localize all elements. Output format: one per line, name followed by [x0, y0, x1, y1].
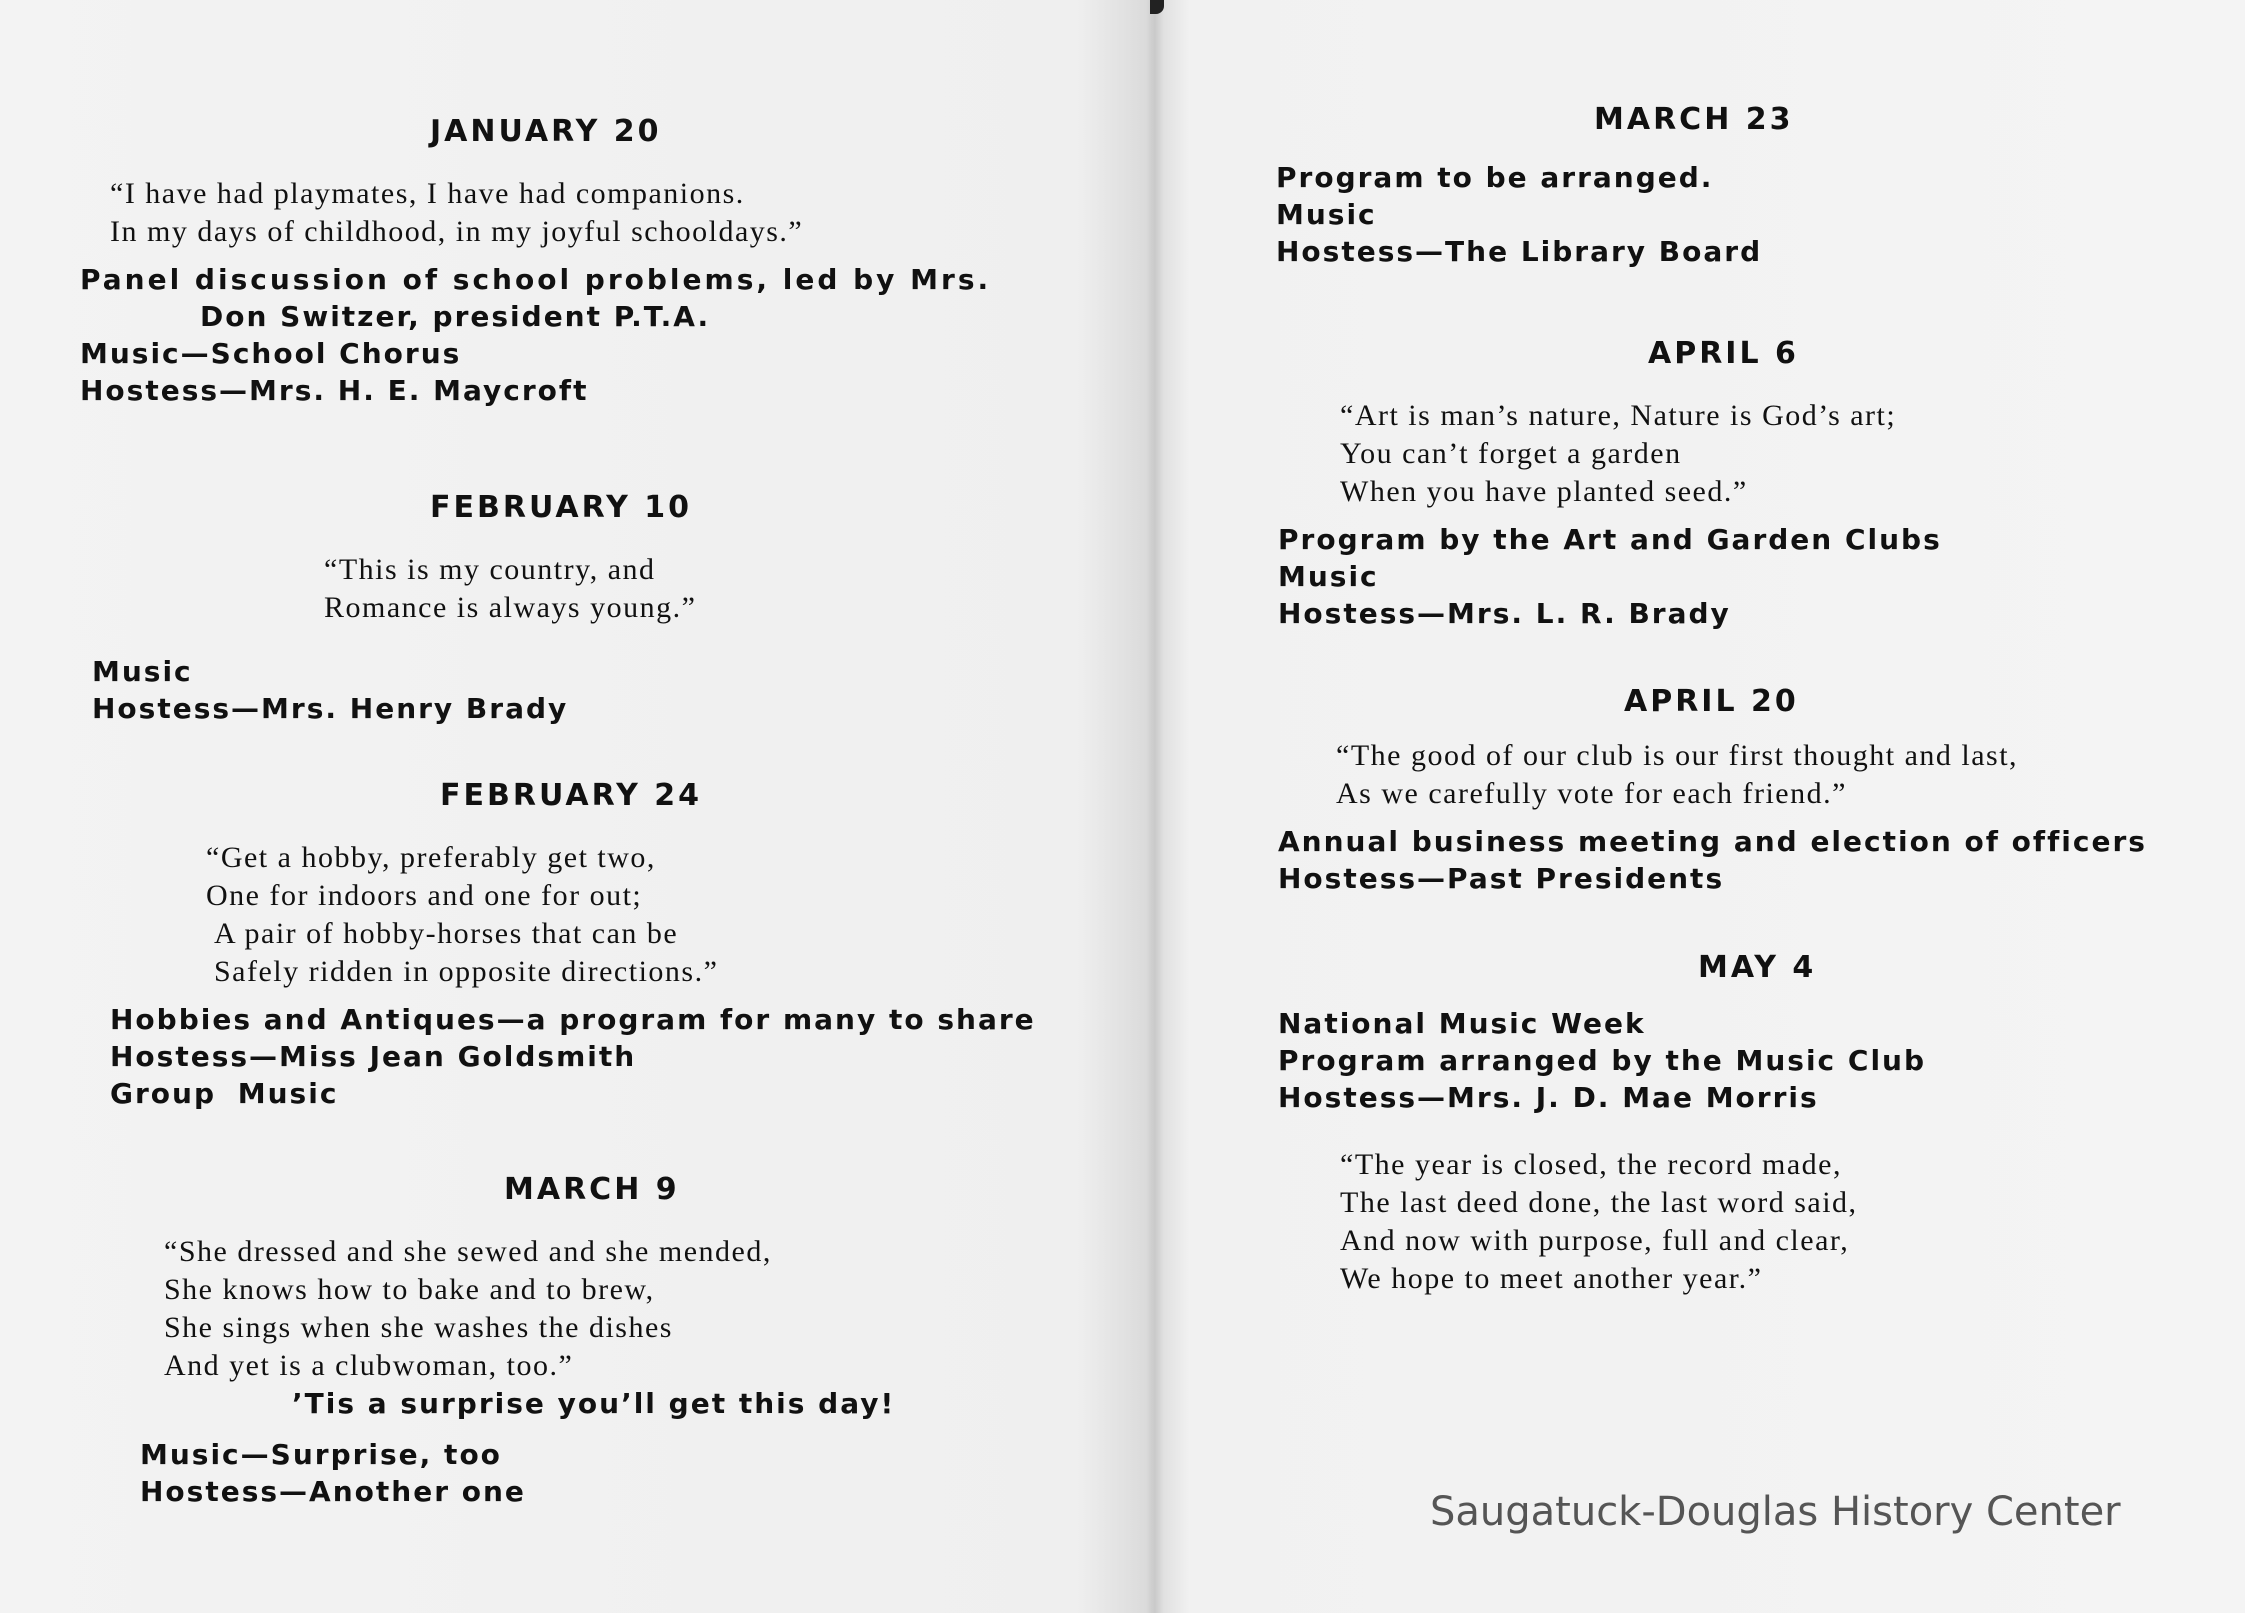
program-details	[92, 653, 696, 727]
quote-line: And yet is a clubwoman, too.”	[164, 1349, 574, 1382]
quote-line: We hope to meet another year.”	[1340, 1262, 1763, 1295]
date-heading: FEBRUARY 10	[430, 490, 692, 525]
date-heading: APRIL 20	[1624, 684, 1799, 719]
program-description-cont: Don Switzer, president P.T.A.	[200, 300, 711, 333]
archive-watermark: Saugatuck-Douglas History Center	[1430, 1489, 2121, 1535]
music-line: Music	[92, 655, 193, 688]
program-description: National Music Week	[1278, 1007, 1646, 1040]
music-line: Music—School Chorus	[80, 337, 462, 370]
date-heading: JANUARY 20	[430, 114, 662, 149]
program-details	[1278, 823, 2147, 897]
quote-line: When you have planted seed.”	[1340, 475, 1748, 508]
program-details	[110, 1001, 1036, 1112]
quote-line: She sings when she washes the dishes	[164, 1311, 673, 1344]
program-details	[1278, 1005, 1926, 1116]
hostess-line: Hostess—The Library Board	[1276, 235, 1763, 268]
program-apr20	[1278, 684, 2147, 897]
program-description: Panel discussion of school problems, led by Mrs.	[80, 263, 992, 296]
quote-line: You can’t forget a garden	[1340, 437, 1682, 470]
quote-line: “Get a hobby, preferably get two,	[206, 841, 656, 874]
program-may4	[1278, 950, 1926, 1308]
music-line: Music	[1278, 560, 1379, 593]
quote-line: She knows how to bake and to brew,	[164, 1273, 655, 1306]
date-heading: MARCH 23	[1594, 102, 1794, 137]
quote-line: A pair of hobby-horses that can be	[214, 917, 679, 950]
program-jan20	[80, 114, 991, 409]
quote-line: One for indoors and one for out;	[206, 879, 643, 912]
quote-block	[1278, 397, 1942, 511]
program-description: Program by the Art and Garden Clubs	[1278, 523, 1942, 556]
program-description: Annual business meeting and election of officers	[1278, 825, 2147, 858]
date-heading: MARCH 9	[504, 1172, 680, 1207]
quote-line: “I have had playmates, I have had companions.	[110, 177, 745, 210]
program-details	[1278, 521, 1942, 632]
hostess-line: Hostess—Another one	[140, 1475, 526, 1508]
quote-line: The last deed done, the last word said,	[1340, 1186, 1858, 1219]
date-heading: FEBRUARY 24	[440, 778, 702, 813]
program-apr6	[1278, 336, 1942, 632]
quote-line: Romance is always young.”	[324, 591, 697, 624]
hostess-line: Hostess—Mrs. Henry Brady	[92, 692, 569, 725]
quote-block	[110, 839, 1036, 991]
program-details	[1276, 159, 1794, 270]
quote-block	[92, 551, 696, 627]
hostess-line: Hostess—Mrs. J. D. Mae Morris	[1278, 1081, 1819, 1114]
program-description: ’Tis a surprise you’ll get this day!	[292, 1387, 896, 1420]
program-details	[140, 1385, 895, 1510]
quote-line: In my days of childhood, in my joyful schooldays.”	[110, 215, 804, 248]
program-description: Program to be arranged.	[1276, 161, 1714, 194]
program-details	[80, 261, 991, 409]
program-description: Hobbies and Antiques—a program for many to share	[110, 1003, 1036, 1036]
date-heading: MAY 4	[1698, 950, 1817, 985]
hostess-line: Hostess—Mrs. H. E. Maycroft	[80, 374, 589, 407]
music-line: Music—Surprise, too	[140, 1438, 502, 1471]
quote-line: Safely ridden in opposite directions.”	[214, 955, 719, 988]
quote-line: “The good of our club is our first thought and last,	[1336, 739, 2019, 772]
date-heading: APRIL 6	[1648, 336, 1799, 371]
quote-block	[1278, 737, 2147, 813]
quote-line: “Art is man’s nature, Nature is God’s art;	[1340, 399, 1897, 432]
quote-block	[1278, 1146, 1926, 1298]
quote-block	[140, 1233, 895, 1385]
hostess-line: Hostess—Past Presidents	[1278, 862, 1725, 895]
program-mar23	[1276, 102, 1794, 270]
program-feb10	[92, 490, 696, 727]
quote-line: As we carefully vote for each friend.”	[1336, 777, 1847, 810]
program-mar9	[140, 1172, 895, 1510]
program-description: Program arranged by the Music Club	[1278, 1044, 1927, 1077]
program-feb24	[110, 778, 1036, 1112]
music-line: Music	[1276, 198, 1377, 231]
hostess-line: Hostess—Mrs. L. R. Brady	[1278, 597, 1731, 630]
quote-line: “She dressed and she sewed and she mended,	[164, 1235, 772, 1268]
quote-line: And now with purpose, full and clear,	[1340, 1224, 1850, 1257]
quote-block	[80, 175, 991, 251]
quote-line: “The year is closed, the record made,	[1340, 1148, 1842, 1181]
quote-line: “This is my country, and	[324, 553, 656, 586]
right-page	[1164, 0, 2245, 1613]
music-line: Group Music	[110, 1077, 339, 1110]
hostess-line: Hostess—Miss Jean Goldsmith	[110, 1040, 637, 1073]
